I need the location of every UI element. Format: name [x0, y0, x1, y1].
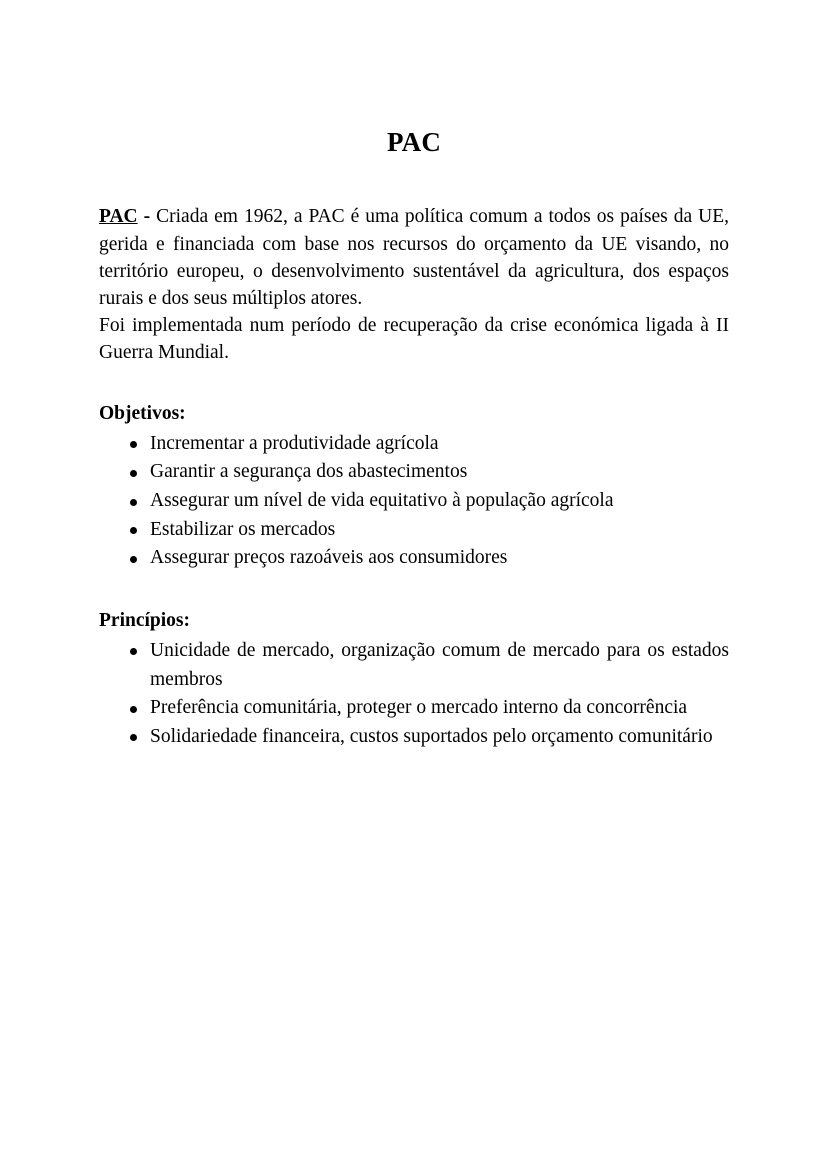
- bullet-dot-icon: [130, 648, 137, 655]
- list-item: [99, 458, 729, 487]
- list-item-label: Unicidade de mercado, organização comum de mercado para os estados membros: [150, 639, 729, 690]
- bullet-dot-icon: [130, 734, 137, 741]
- list-item-label: Incrementar a produtividade agrícola: [150, 432, 439, 454]
- page-title: PAC: [386, 127, 442, 157]
- bullet-dot-icon: [130, 706, 137, 713]
- list-item-label: Assegurar um nível de vida equitativo à população agrícola: [150, 490, 614, 511]
- section-heading-principios: Princípios:: [99, 609, 190, 631]
- list-item: [99, 723, 729, 752]
- bullet-dot-icon: [130, 527, 137, 534]
- bullet-dot-icon: [130, 441, 137, 448]
- list-item: [99, 694, 729, 723]
- bullet-dot-icon: [130, 556, 137, 563]
- list-item-label: Estabilizar os mercados: [150, 518, 336, 540]
- bullet-dot-icon: [130, 470, 137, 477]
- objetivos-list: [99, 427, 729, 573]
- document-content: [99, 0, 729, 751]
- principios-list: [99, 634, 729, 751]
- list-item: [99, 637, 729, 694]
- intro-paragraph-2: Foi implementada num período de recuperação da crise económica ligada à II Guerra Mundial.: [99, 315, 729, 364]
- list-item-label: Garantir a segurança dos abastecimentos: [150, 461, 468, 483]
- list-item: [99, 544, 729, 573]
- list-item-label: Solidariedade financeira, custos suportados pelo orçamento comunitário: [150, 725, 713, 747]
- list-item: [99, 516, 729, 545]
- list-item: [99, 487, 729, 516]
- section-heading-objetivos: Objetivos:: [99, 402, 186, 424]
- lead-term-pac: PAC: [99, 206, 138, 228]
- intro-paragraph-1-text: Criada em 1962, a PAC é uma política comum a todos os países da UE, gerida e financiada com base nos recursos do orçamento da UE visando, no território europeu, o desenvolvimento sustentável da agricultura, dos espaços rurais e dos seus múltiplos atores.: [99, 206, 729, 309]
- list-item-label: Preferência comunitária, proteger o mercado interno da concorrência: [150, 697, 688, 719]
- intro-paragraph-1: [99, 158, 729, 312]
- lead-separator: -: [137, 206, 157, 228]
- list-item: [99, 430, 729, 459]
- bullet-dot-icon: [130, 499, 137, 506]
- list-item-label: Assegurar preços razoáveis aos consumidores: [150, 547, 508, 569]
